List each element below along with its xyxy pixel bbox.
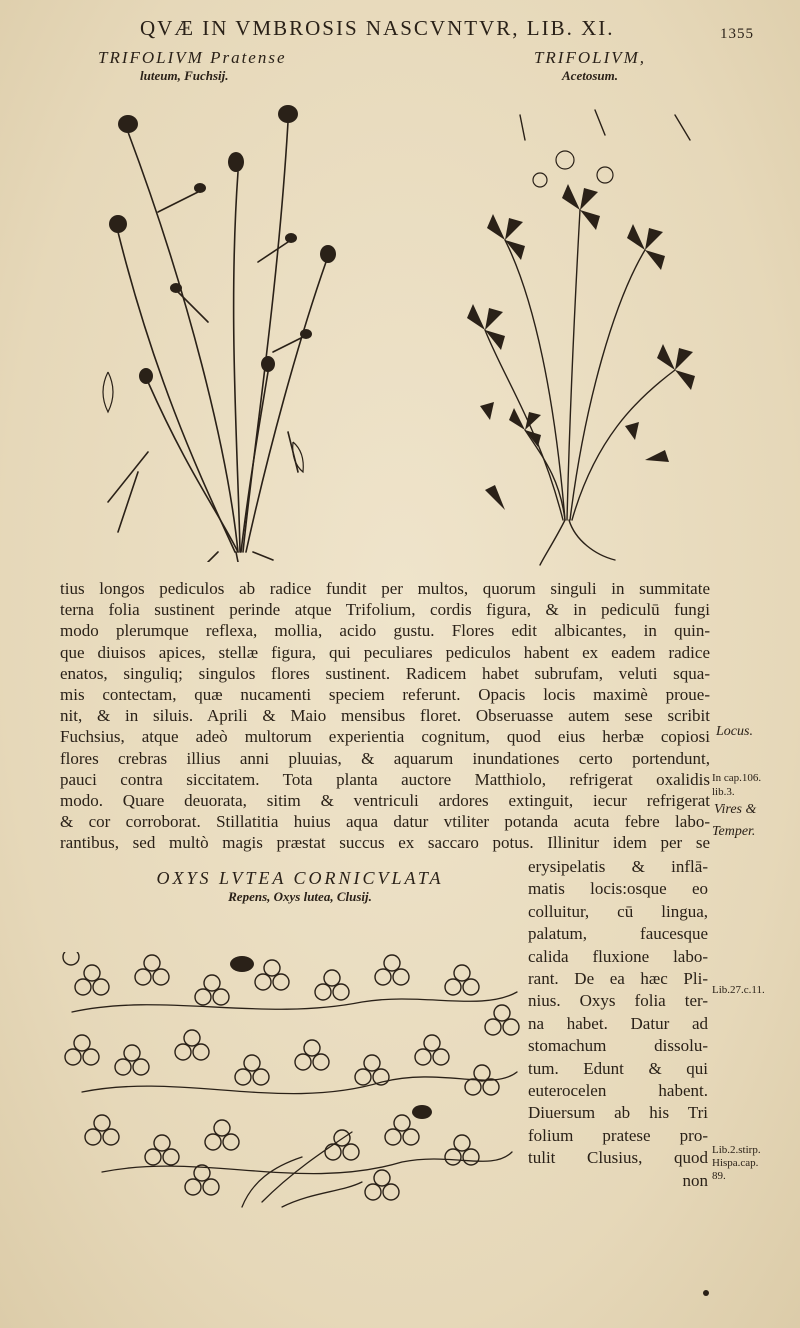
oxys-lutea-woodcut — [62, 952, 524, 1212]
trifolium-pratense-woodcut — [88, 92, 348, 562]
text-line: pauci contra siccitatem. Tota planta auctore Matthiolo, refrigerat oxalidis — [60, 769, 710, 789]
page-number: 1355 — [720, 26, 754, 42]
text-line: colluitur, cū lingua, — [528, 901, 708, 921]
text-line: flores crebras illius anni pluuias, & aquarum inundationes certo portendunt, — [60, 748, 710, 768]
figure-title: OXYS LVTEA CORNICVLATA — [156, 868, 444, 888]
text-line: & cor corroborat. Stillatitia huius aqua datur vtiliter potanda acuta febre labo- — [60, 812, 710, 832]
text-line: erysipelatis & inflā- — [528, 857, 708, 876]
text-line: stomachum dissolu- — [528, 1036, 708, 1056]
ink-dot — [703, 1290, 709, 1296]
figure-caption-trifolium-acetosum — [470, 48, 710, 84]
figure-subtitle: Repens, Oxys lutea, Clusij. — [228, 889, 372, 904]
margin-note-locus: Locus. — [716, 724, 753, 739]
text-line: tum. Edunt & qui — [528, 1058, 708, 1078]
text-line: Diuersum ab his Tri — [528, 1103, 708, 1123]
figure-caption-trifolium-pratense — [98, 48, 368, 84]
text-line: rantibus, sed multò magis præstat succus ex saccaro potus. Illinitur idem per se — [60, 833, 710, 853]
text-line: rant. De ea hæc Pli- — [528, 969, 708, 989]
text-line: terna folia sustinent perinde atque Trifolium, cordis figura, & in pediculū fungi — [60, 600, 710, 620]
margin-note-lib2: Lib.2.stirp. — [712, 1144, 761, 1156]
figure-title: TRIFOLIVM, — [533, 48, 647, 67]
text-line: modo. Quare deuorata, sitim & ventriculi ardores extinguit, iecur refrigerat — [60, 791, 710, 811]
margin-note-in-cap: In cap.106. — [712, 772, 762, 784]
running-head: QVÆ IN VMBROSIS NASCVNTVR, LIB. XI. — [140, 16, 615, 40]
catchword: non — [682, 1170, 708, 1190]
margin-note-lib3: lib.3. — [712, 786, 735, 798]
margin-note-temper: Temper. — [712, 824, 756, 839]
margin-note-89: 89. — [712, 1170, 726, 1182]
text-line: calida fluxione labo- — [528, 946, 708, 966]
text-line: enatos, singuliq; singulos flores sustinent. Radicem habet subrufam, veluti squa- — [60, 663, 710, 683]
figure-caption-oxys-lutea — [100, 868, 500, 905]
trifolium-acetosum-woodcut — [445, 100, 715, 570]
body-paragraph — [60, 578, 710, 854]
text-line: nius. Oxys folia ter- — [528, 991, 708, 1011]
text-line: que diuisos apices, stellæ figura, qui peculiares pediculos habent ex eadem radice — [60, 642, 710, 662]
text-line: folium pratese pro- — [528, 1125, 708, 1145]
text-line: modo plerumque reflexa, mollia, acido gustu. Flores edit albicantes, in quin- — [60, 621, 710, 641]
text-line: euterocelen habent. — [528, 1081, 708, 1101]
column-paragraph — [528, 856, 708, 1192]
figure-title: TRIFOLIVM Pratense — [98, 48, 287, 67]
text-line: tius longos pediculos ab radice fundit per multos, quorum singuli in summitate — [60, 579, 710, 598]
text-line: Fuchsius, atque adeò multorum experientia cognitum, quod eius herbæ copiosi — [60, 727, 710, 747]
text-line: nit, & in siluis. Aprili & Maio mensibus floret. Obseruasse autem sese scribit — [60, 706, 710, 726]
text-line: palatum, faucesque — [528, 924, 708, 944]
figure-subtitle: luteum, Fuchsij. — [140, 68, 229, 83]
text-line: tulit Clusius, quod — [528, 1148, 708, 1168]
margin-note-lib27: Lib.27.c.11. — [712, 984, 765, 996]
text-line: na habet. Datur ad — [528, 1013, 708, 1033]
figure-subtitle: Acetosum. — [562, 68, 618, 83]
margin-note-hispa: Hispa.cap. — [712, 1157, 759, 1169]
margin-note-vires: Vires & — [714, 802, 757, 817]
text-line: matis locis:osque eo — [528, 879, 708, 899]
text-line: mis contectam, quæ nucamenti speciem referunt. Opacis locis maximè proue- — [60, 685, 710, 705]
